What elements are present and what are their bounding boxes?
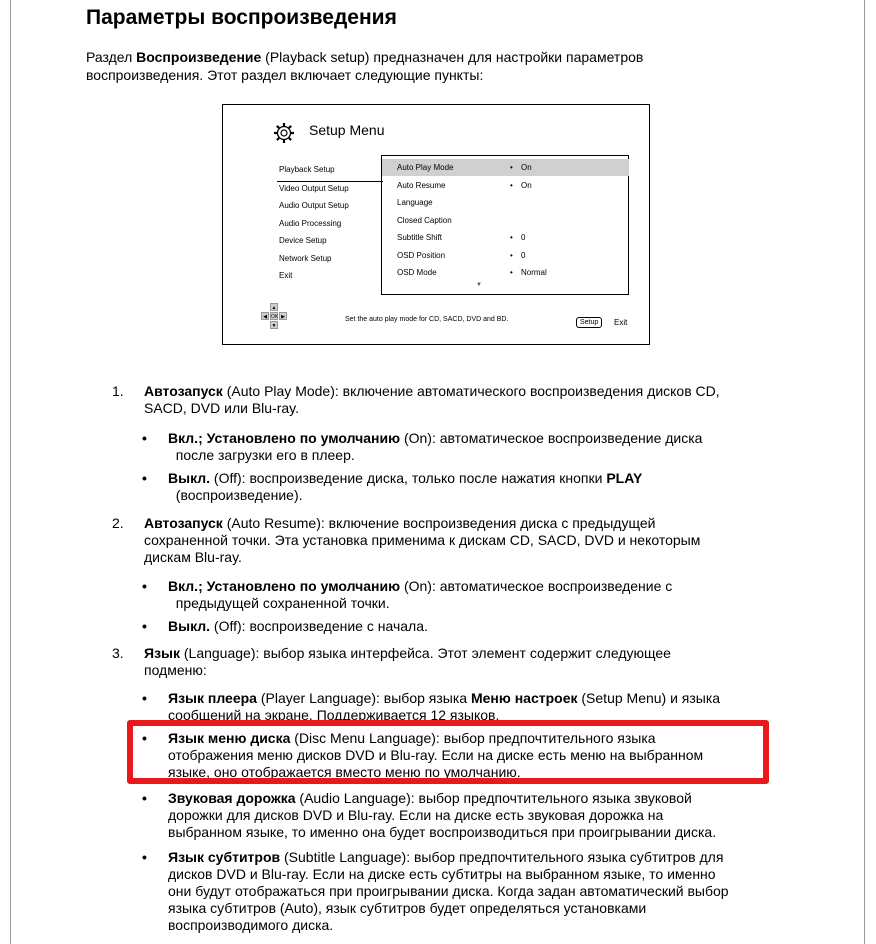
item-auto-resume: Автозапуск (Auto Resume): включение воспроизведения диска с предыдущей сохраненной точки. Эта установка применима к дискам CD, SACD, DVD и некоторым дискам Blu-ray. (144, 515, 701, 565)
nav-ok-icon: OK (271, 314, 279, 320)
option-osd-position[interactable]: OSD Position • 0 (397, 250, 526, 260)
bullet: • (142, 690, 147, 706)
intro-text: воспроизведения. Этот раздел включает следующие пункты: (86, 67, 484, 83)
bullet: • (142, 790, 147, 806)
nav-up-icon: ▲ (271, 305, 277, 311)
nav-left-icon: ◀ (261, 312, 269, 320)
bullet: • (142, 730, 147, 746)
option-osd-mode[interactable]: OSD Mode • Normal (397, 268, 547, 277)
menu-item-audio-processing[interactable]: Audio Processing (279, 218, 342, 228)
page-title: Параметры воспроизведения (86, 6, 397, 29)
menu-item-video-output-setup[interactable]: Video Output Setup (279, 183, 349, 193)
item-language: Язык (Language): выбор языка интерфейса. Этот элемент содержит следующее подменю: (144, 645, 671, 678)
subitem-player-language: Язык плеера (Player Language): выбор языка Меню настроек (Setup Menu) и языка сообщений на экране. Поддерживается 12 языков. (168, 690, 721, 723)
list-number: 2. (112, 515, 124, 531)
subitem-off: Выкл. (Off): воспроизведение с начала. (168, 618, 428, 634)
scroll-down-arrow-icon[interactable]: ▼ (476, 282, 482, 288)
page-right-border (864, 0, 865, 944)
bullet: • (142, 578, 147, 594)
item-auto-play-mode: Автозапуск (Auto Play Mode): включение автоматического воспроизведения дисков CD, SACD, DVD или Blu-ray. (144, 383, 720, 416)
setup-menu-figure (222, 104, 650, 345)
option-auto-resume[interactable]: Auto Resume • On (397, 180, 532, 190)
subitem-disc-menu-language: Язык меню диска (Disc Menu Language): выбор предпочтительного языка отображения меню дисков DVD и Blu-ray. Если на диске есть меню на выбранном языке, оно отображается вместо меню по умолчанию. (168, 730, 704, 780)
bullet: • (142, 849, 147, 865)
navigation-pad-icon (261, 303, 287, 333)
menu-item-network-setup[interactable]: Network Setup (279, 253, 332, 263)
subitem-audio-language: Звуковая дорожка (Audio Language): выбор предпочтительного языка звуковой дорожки для дисков DVD и Blu-ray. Если на диске есть звуковая дорожка на выбранном языке, то именно она будет воспроизводиться при проигрывании диска. (168, 790, 717, 840)
nav-right-icon: ▶ (279, 312, 287, 320)
subitem-on: Вкл.; Установлено по умолчанию (On): автоматическое воспроизведение с предыдущей сохраненной точки. (168, 578, 673, 611)
menu-item-exit[interactable]: Exit (279, 271, 293, 280)
bullet: • (142, 430, 147, 446)
setup-button[interactable]: Setup (576, 317, 602, 328)
page-left-border (10, 0, 11, 944)
setup-menu-hint: Set the auto play mode for CD, SACD, DVD and BD. (345, 316, 509, 323)
bullet: • (142, 618, 147, 634)
subitem-off: Выкл. (Off): воспроизведение диска, только после нажатия кнопки PLAY (воспроизведение). (168, 470, 643, 503)
menu-item-device-setup[interactable]: Device Setup (279, 236, 327, 245)
intro-text: (Playback setup) предназначен для настройки параметров (261, 49, 644, 65)
intro-bold: Воспроизведение (136, 49, 262, 65)
highlight-box (127, 720, 769, 784)
exit-label: Exit (614, 318, 628, 327)
option-closed-caption[interactable]: Closed Caption (397, 215, 452, 225)
option-auto-play-mode[interactable]: Auto Play Mode • On (382, 159, 629, 176)
setup-menu-categories (279, 163, 383, 287)
subitem-subtitle-language: Язык субтитров (Subtitle Language): выбор предпочтительного языка субтитров для дисков DVD и Blu-ray. Если на диске есть субтитры на выбранном языке, то именно они будут отображаться при проигрывании диска. Когда задан автоматический выбор языка субтитров (Auto), язык субтитров будет определяться установками воспроизводимого диска. (168, 849, 729, 933)
option-language[interactable]: Language (397, 198, 433, 207)
list-number: 3. (112, 645, 124, 661)
menu-item-audio-output-setup[interactable]: Audio Output Setup (279, 201, 349, 210)
subitem-on: Вкл.; Установлено по умолчанию (On): автоматическое воспроизведение диска после загрузки его в плеер. (168, 430, 703, 463)
option-subtitle-shift[interactable]: Subtitle Shift • 0 (397, 233, 526, 242)
setup-menu-title: Setup Menu (309, 122, 385, 138)
intro-text: Раздел (86, 49, 137, 65)
nav-down-icon: ▼ (271, 323, 277, 329)
bullet: • (142, 470, 147, 486)
menu-item-playback-setup[interactable]: Playback Setup (277, 163, 383, 182)
setup-menu-options (381, 155, 629, 295)
intro-paragraph (86, 48, 786, 84)
list-number: 1. (112, 383, 124, 399)
